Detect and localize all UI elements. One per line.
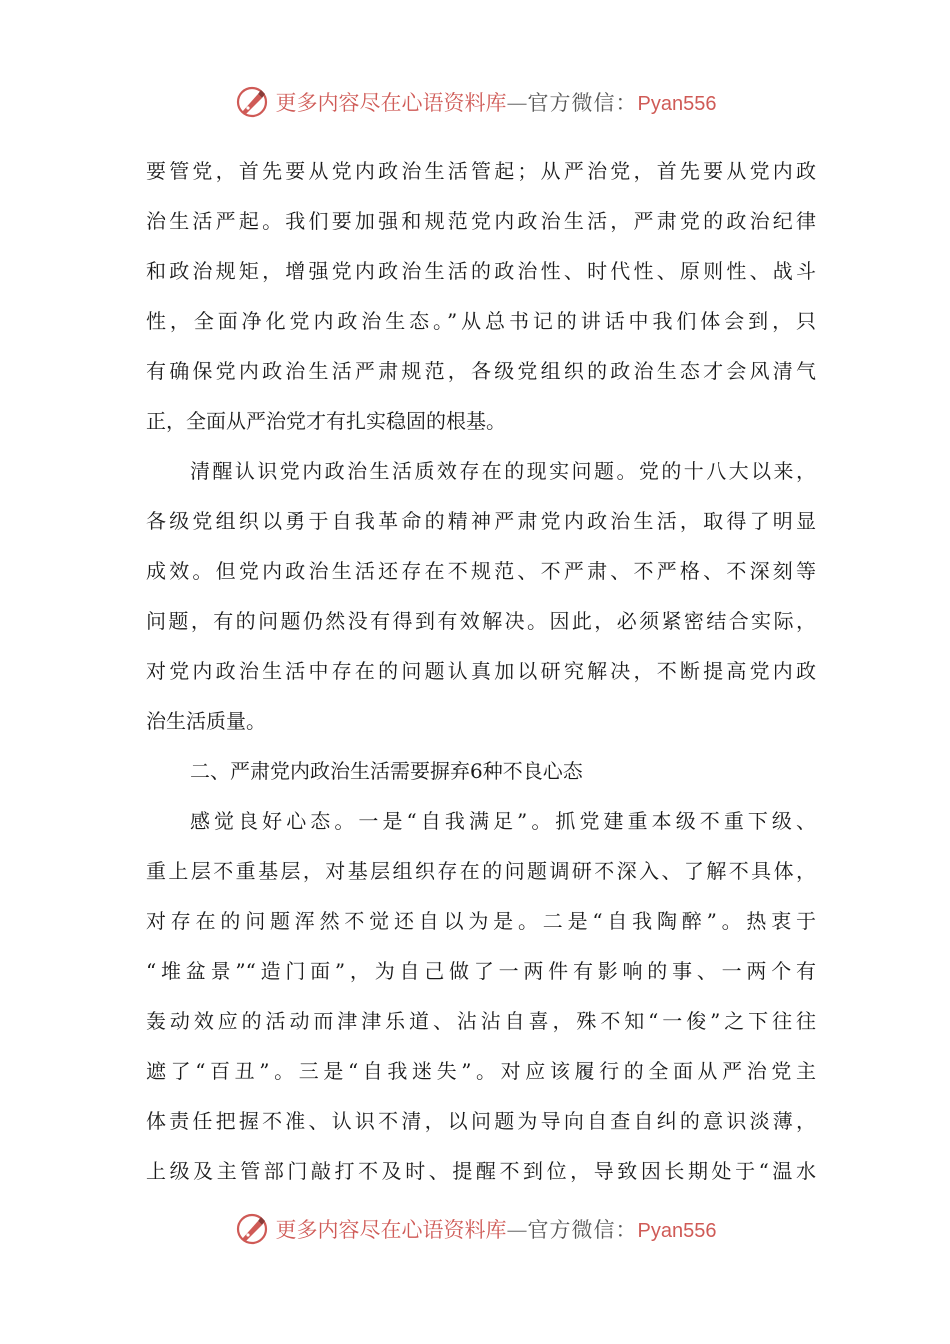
text-line: 治生活严起。我们要加强和规范党内政治生活，严肃党的政治纪律 (146, 209, 816, 233)
text-line: 治生活质量。 (146, 709, 266, 733)
banner-sub-text: 官方微信： (527, 91, 638, 115)
banner-main-text: 更多内容尽在心语资料库 (275, 1218, 507, 1242)
text-line: 遮了“百丑”。三是“自我迷失”。对应该履行的全面从严治党主 (146, 1059, 816, 1083)
text-line: 正，全面从严治党才有扎实稳固的根基。 (146, 409, 506, 433)
banner-dash: — (506, 91, 528, 115)
paragraph-3 (146, 796, 816, 1196)
text-line: 轰动效应的活动而津津乐道、沾沾自喜，殊不知“一俊”之下往往 (146, 1009, 816, 1033)
footer-banner (0, 1209, 950, 1249)
banner-text (276, 87, 717, 117)
banner-wechat-id: Pyan556 (637, 1220, 717, 1242)
header-banner (0, 82, 950, 122)
banner-main-text: 更多内容尽在心语资料库 (275, 91, 507, 115)
text-line: 有确保党内政治生活严肃规范，各级党组织的政治生态才会风清气 (146, 359, 816, 383)
banner-text (276, 1214, 717, 1244)
text-line: 对存在的问题浑然不觉还自以为是。二是“自我陶醉”。热衷于 (146, 909, 816, 933)
text-line: 感觉良好心态。一是“自我满足”。抓党建重本级不重下级、 (190, 809, 816, 833)
text-line: 清醒认识党内政治生活质效存在的现实问题。党的十八大以来， (190, 459, 816, 483)
text-line: 问题，有的问题仍然没有得到有效解决。因此，必须紧密结合实际， (146, 609, 816, 633)
section-heading (146, 746, 816, 796)
text-line: 性，全面净化党内政治生态。”从总书记的讲话中我们体会到，只 (146, 309, 816, 333)
text-line: 上级及主管部门敲打不及时、提醒不到位，导致因长期处于“温水 (146, 1159, 816, 1183)
banner-dash: — (506, 1218, 528, 1242)
text-line: 成效。但党内政治生活还存在不规范、不严肃、不严格、不深刻等 (146, 559, 816, 583)
paragraph-2 (146, 446, 816, 746)
document-body (146, 146, 816, 1196)
text-line: 各级党组织以勇于自我革命的精神严肃党内政治生活，取得了明显 (146, 509, 816, 533)
text-line: “堆盆景”“造门面”，为自己做了一两件有影响的事、一两个有 (146, 959, 816, 983)
text-line: 要管党，首先要从党内政治生活管起；从严治党，首先要从党内政 (146, 159, 816, 183)
banner-sub-text: 官方微信： (527, 1218, 638, 1242)
text-line: 和政治规矩，增强党内政治生活的政治性、时代性、原则性、战斗 (146, 259, 816, 283)
pen-nib-logo-icon (234, 84, 270, 120)
banner-wechat-id: Pyan556 (637, 93, 717, 115)
text-line: 重上层不重基层，对基层组织存在的问题调研不深入、了解不具体， (146, 859, 816, 883)
heading-line: 二、严肃党内政治生活需要摒弃6种不良心态 (190, 759, 583, 783)
paragraph-1 (146, 146, 816, 446)
text-line: 对党内政治生活中存在的问题认真加以研究解决，不断提高党内政 (146, 659, 816, 683)
text-line: 体责任把握不准、认识不清，以问题为导向自查自纠的意识淡薄， (146, 1109, 816, 1133)
pen-nib-logo-icon (234, 1211, 270, 1247)
